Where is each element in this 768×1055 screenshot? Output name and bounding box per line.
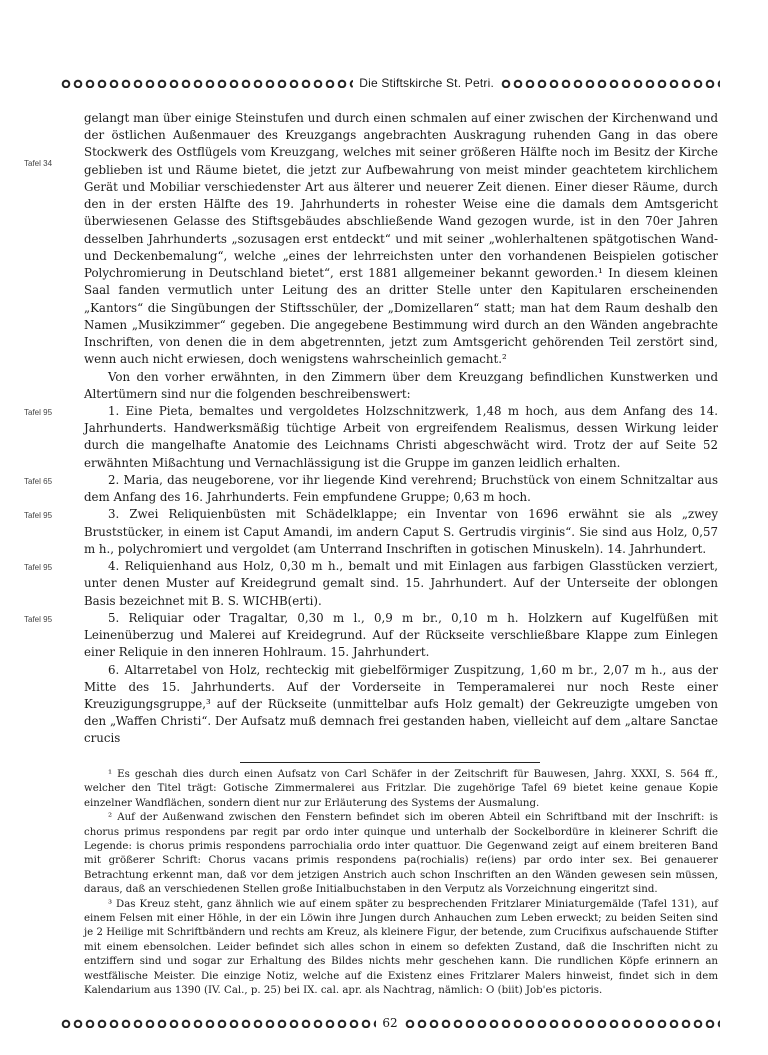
footnote: ² Auf der Außenwand zwischen den Fenstern befindet sich im oberen Abteil ein Schriftband mit der Inschrift: is chorus primus respondens par regit par ordo inter quinque und unterhalb der Sockelbordüre in kleinerer Schrift die Legende: is chorus primis respondens parrochialia ordo inter quattuor. Die Gegenwand zeigt auf einem breiteren Band mit größerer Schrift: Chorus vacans primis respondens pa(rochialis) re(iens) par ordo inter sex. Bei genauerer Betrachtung erkennt man, daß vor dem jetzigen Anstrich auch schon Inschriften an den Wänden gewesen sein müssen, daraus, daß an verschiedenen Stellen große Initialbuchstaben in den Verputz als Vorzeichnung eingeritzt sind. [84,812,718,896]
page-header [60,74,720,92]
running-head: Die Stiftskirche St. Petri. [359,76,494,90]
list-item [24,506,718,558]
page-number: 62 [382,1016,398,1030]
margin-note: Tafel 95 [24,407,53,417]
ornament-band-left [60,79,353,88]
margin-note: Tafel 65 [24,476,53,486]
list-item-text: 6. Altarretabel von Holz, rechteckig mit giebelförmiger Zuspitzung, 1,60 m br., 2,07 m h., aus der Mitte des 15. Jahrhunderts. Auf der Vorderseite in Temperamalerei nur noch Reste einer Kreuzigungsgruppe,³ auf der Rückseite (unmittelbar aufs Holz gemalt) der Gekreuzigte umgeben von den „Waffen Christi“. Der Aufsatz muß demnach frei gestanden haben, vielleicht auf dem „altare Sanctae crucis [84,662,718,746]
footnotes [84,768,718,999]
main-text [24,110,718,748]
paragraph-text: Von den vorher erwähnten, in den Zimmern über dem Kreuzgang befindlichen Kunstwerken und Altertümern sind nur die folgenden beschreibenswert: [84,369,718,401]
paragraph-intro [24,110,718,369]
footnote-rule [240,762,540,763]
paragraph-text: gelangt man über einige Steinstufen und durch einen schmalen auf einer zwischen der Kirchenwand und der östlichen Außenmauer des Kreuzgangs angebrachten Auskragung ruhenden Gang in das obere Stockwerk des Ostflügels vom Kreuzgang, welches mit seiner größeren Hälfte noch im Besitz der Kirche geblieben ist und Räume bietet, die jetzt zur Aufbewahrung von meist minder geachtetem kirchlichem Gerät und Mobiliar verschiedenster Art aus älterer und neuerer Zeit dienen. Einer dieser Räume, durch den in der ersten Hälfte des 19. Jahrhunderts in rohester Weise eine die damals dem Amtsgericht überwiesenen Gelasse des Stiftsgebäudes abschließende Wand gezogen wurde, ist in den 70er Jahren desselben Jahrhunderts „sozusagen erst entdeckt“ und mit seiner „wohlerhaltenen spätgotischen Wand- und Deckenbemalung“, welche „eines der lehrreichsten unter den vorhandenen Beispielen gotischer Polychromierung in Deutschland bietet“, erst 1881 allgemeiner bekannt geworden.¹ In diesem kleinen Saal fanden vermutlich unter Leitung des an dritter Stelle unter den Kapitularen erscheinenden „Kantors“ die Singübungen der Stiftsschüler, der „Domizellaren“ statt; man hat dem Raum deshalb den Namen „Musikzimmer“ gegeben. Die angegebene Bestimmung wird durch an den Wänden angebrachte Inschriften, von denen die in dem abgetrennten, jetzt zum Amtsgericht gehörenden Teil zerstört sind, wenn auch nicht erwiesen, doch wenigstens wahrscheinlich gemacht.² [84,111,718,367]
margin-note: Tafel 95 [24,563,53,573]
list-item-text: 2. Maria, das neugeborene, vor ihr liegende Kind verehrend; Bruchstück von einem Schnitzaltar aus dem Anfang des 16. Jahrhunderts. Fein empfundene Gruppe; 0,63 m hoch. [84,472,718,505]
list-item-text: 4. Reliquienhand aus Holz, 0,30 m h., bemalt und mit Einlagen aus farbigen Glasstücken verziert, unter denen Muster auf Kreidegrund gemalt sind. 15. Jahrhundert. Auf der Unterseite der oblongen Basis bezeichnet mit B. S. WICHB(erti). [84,559,718,608]
ornament-band-right [500,79,720,88]
list-item-text: 5. Reliquiar oder Tragaltar, 0,30 m l., 0,9 m br., 0,10 m h. Holzkern auf Kugelfüßen mit Leinenüberzug und Malerei auf Kreidegrund. Auf der Rückseite verschließbare Klappe zum Einlegen einer Reliquie in den inneren Hohlraum. 15. Jahrhundert. [84,610,718,660]
list-item [24,610,718,662]
list-item-text: 3. Zwei Reliquienbüsten mit Schädelklappe; ein Inventar von 1696 erwähnt sie als „zwey Bruststücker, in einem ist Caput Amandi, im andern Caput S. Gertrudis virginis“. Sie sind aus Holz, 0,57 m h., polychromiert und vergoldet (am Unterrand Inschriften in gotischen Minuskeln). 14. Jahrhundert. [84,507,718,556]
margin-note: Tafel 34 [24,159,53,168]
paragraph-transition [84,369,718,403]
list-item [84,662,718,748]
margin-note: Tafel 95 [24,511,53,521]
ornament-band-left [60,1019,376,1028]
list-item [24,558,718,610]
margin-note: Tafel 95 [24,614,53,624]
list-item [24,472,718,506]
footnote: ¹ Es geschah dies durch einen Aufsatz von Carl Schäfer in der Zeitschrift für Bauwesen, Jahrg. XXXI, S. 564 ff., welcher den Titel trägt: Gotische Zimmermalerei aus Fritzlar. Die zugehörige Tafel 69 bietet keine genaue Kopie einzelner Wandflächen, sondern dient nur zur Erläuterung des Systems der Ausmalung. [84,769,718,809]
list-item-text: 1. Eine Pieta, bemaltes und vergoldetes Holzschnitzwerk, 1,48 m hoch, aus dem Anfang des 14. Jahrhunderts. Handwerksmäßig tüchtige Arbeit von ergreifendem Realismus, dessen Wirkung leider durch die mangelhafte Anatomie des Leichnams Christi abgeschwächt wird. Trotz der auf Seite 52 erwähnten Mißachtung und Vernachlässigung ist die Gruppe im ganzen leidlich erhalten. [84,403,718,470]
footnote: ³ Das Kreuz steht, ganz ähnlich wie auf einem später zu besprechenden Fritzlarer Miniaturgemälde (Tafel 131), auf einem Felsen mit einer Höhle, in der ein Löwin ihre Jungen durch Anhauchen zum Leben erweckt; zu beiden Seiten sind je 2 Heilige mit Schriftbändern und rechts am Kreuz, als kleinere Figur, der betende, zum Crucifixus aufschauende Stifter mit einem ebensolchen. Leider befindet sich alles schon in einem so defekten Zustand, daß die Inschriften nicht zu entziffern sind und sogar zur Erhaltung des Bildes nichts mehr geschehen kann. Die rundlichen Köpfe erinnern an westfälische Meister. Die einzige Notiz, welche auf die Existenz eines Fritzlarer Malers hinweist, findet sich in dem Kalendarium aus 1390 (IV. Cal., p. 25) bei IX. cal. apr. als Nachtrag, nämlich: O (biit) Job'es pictoris. [84,898,718,997]
ornament-band-right [404,1019,720,1028]
list-item [24,403,718,472]
page-footer [60,1014,720,1032]
